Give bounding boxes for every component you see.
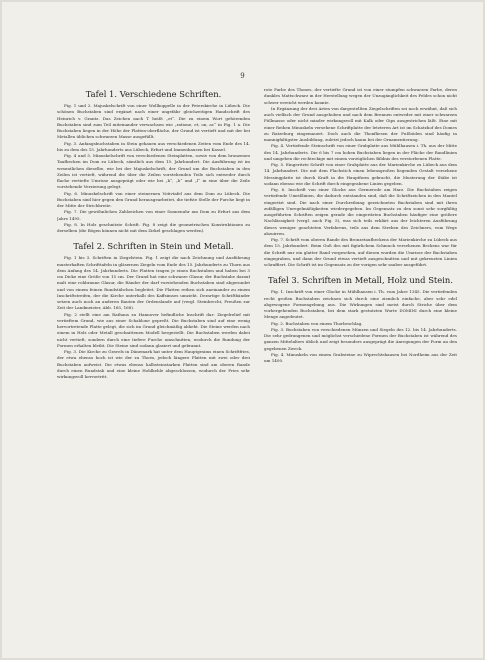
paragraph: Fig. 2. Buchstaben von einem Thorbeschlag.	[271, 320, 363, 326]
section-title-tafel-3: Tafel 3. Schriften in Metall, Holz und Stein.	[268, 275, 453, 286]
paragraph: In Ergänzung der drei Arten von dargestellten Ziegelschriften sei noch erwähnt, daß sich auch vielfach der Grund ausgehoben und nach dem Brennen entweder mit einer schwarzen Füllmasse oder nicht minder wirkungsvoll mit Kalk oder Gips ausgestrichen läßt. Eine mit einer Reihen Minuskeln versehene Schriftplatte der letzteren Art ist im Schatzhof des Domes zu Ratzeburg eingemauert. Doch auch die Thonfliesen der Fußböden sind häufig in mannigfaltigster Ausbildung, zuletzt jedoch kaum bei der Ornamentierung.	[264, 105, 457, 142]
section-title-tafel-1: Tafel 1. Verschiedene Schriften.	[85, 89, 222, 99]
paragraph: Fig. 6. Inschrift von einer Glocke aus Germerode am Harz. Die Buchstaben zeigen vertiefende Umrißlinien, die dadurch entstanden sind, daß die Schriftzeichen in den Mantel eingeritzt sind. Die nach einer Durchreibung gezeichneten Buchstaben sind mit ihren zufälligen Unregelmäßigkeiten wiedergegeben. Im Gegensatz zu den sonst sehr sorgfältig ausgeführten Schriften zeigen gerade die eingeritzten Buchstaben häufiger eine größere Nachlässigkeit (vergl. auch Fig. 5), was sich teils erklärt aus der leichteren Ausführung dieses weniger geachteten Verfahrens, teils aus dem Streben des Zeichners, vom Wege abzuirren.	[264, 187, 457, 236]
paragraph: Fig. 4 und 5. Minuskelschrift von verschiedenen Steinplatten, sowie von dem bronzenen Taufbecken im Dom zu Lübeck, sämtlich aus dem 15. Jahrhundert. Die Ausführung ist im wesentlichen dieselbe, wie bei der Majuskelschrift, der Grund um die Buchstaben in den Zeilen ist vertieft, während die über die Zeilen vorstehenden Teile sich entweder durch flache vertiefte Umrisse ausgeprägt oder wie bei „k“, „h“ und „l“ in eine über die Zeile vorstehende Verzierung gelegt.	[57, 153, 250, 190]
paragraph: Fig. 5. Eingeritzte Schrift von einer Grabplatte aus der Marienkirche zu Lübeck aus dem 14. Jahrhundert. Die mit dem Flachstich einen lebensgroßen liegenden Gestalt versehene Messingplatte ist durch Kraft in die Hauptform gebracht, die Musterung der Stäbe ist sodann ebenso wie die Schrift durch eingegrabene Linien gegeben.	[264, 162, 457, 186]
paragraph: Fig. 4. Minuskeln von einem Grabsteine zu Wiprechtshausen bei Nordheim aus der Zeit um 1400.	[264, 351, 457, 363]
paragraph: Fig. 2 stellt eine am Rathaus zu Hannover befindliche Inschrift dar: Ziegelrelief mit vertieftem Grund, wie aus einer Schablone gepreßt. Die Buchstaben sind auf eine wenig hervortretende Platte gelegt, die sich im Grund gleichmäßig abhebt. Die Steine werden nach einem in Holz oder Metall geschnittenen Modell hergestellt. Die Buchstaben werden dabei nicht vertieft, sondern durch eine tiefere Furche umschnitten, wodurch die Rundung der Formen erhalten bleibt. Die Steine sind sodann glasiert und gebrannt.	[57, 311, 250, 348]
section-title-tafel-2: Tafel 2. Schriften in Stein und Metall.	[73, 241, 234, 252]
left-column	[57, 87, 250, 632]
paragraph: Fig. 7. Die gewöhnlichen Zahlzeichen von einer Sonnenuhr am Dom zu Erfurt aus dem Jahre 1495.	[57, 209, 250, 221]
paragraph: Fig. 1 bis 3. Schriften in Ziegelstein. Fig. 1 zeigt die nach Zeichnung und Ausführung musterhaften Schrifttafeln in gläsernen Ziegeln vom Ende des 15. Jahrhunderts zu Thorn aus dem Anfang des 14. Jahrhunderts. Die Platten tragen je einen Buchstaben und haben bei 3 cm Dicke eine Größe von 15 cm. Der Grund hat eine schwarze Glasur, der Buchstabe darauf malt eine rohbraune Glasur, die Ränder der darf vorstehenden Buchstaben sind abgerundet und von einem feinen Rundstäbchen begleitet. Die Platten reihen sich aneinander zu einem Inschriftstreifen, der die Kirche unterhalb des Kaffsimses umzieht. Derartige Schriftbänder setzen auch noch an anderen Bauten der Ordenslande auf (vergl. Steinbrecht, Preußen zur Zeit der Landmeister, Abb. 165, 168).	[57, 255, 250, 311]
paragraph: Fig. 3. Anfangsbuchstaben in Stein gehauen aus verschiedenen Zeiten vom Ende des 14. bis zu dem des 15. Jahrhunderts aus Lübeck, Erfurt und Immenhausen bei Kassel.	[57, 140, 250, 152]
page-number: 9	[240, 72, 245, 80]
paragraph: Fig. 3. Die Kirche zu Gravels in Dänemark hat unter dem Hauptgesims einen Schriftfries, der etwa ebenso hoch ist wie der zu Thorn, jedoch längere Platten mit zwei oder drei Buchstaben aufweist. Die etwas ebenso halbsteinstarken Platten sind am oberen Rande durch einen Rundstab und eine kleine Hohlkehle abgeschlossen, wodurch der Fries sehr wirkungsvoll hervortritt.	[57, 349, 250, 379]
paragraph: Fig. 4. Vertiefende Steinschrift von einer Grabplatte aus Mühlhausen i. Th. aus der Mitte des 14. Jahrhunderts. Die 6 bis 7 cm hohen Buchstaben liegen in der Fläche der Randlinien und umgeben die rechteckige mit einem vorzüglichen Bildnis des verstorbenen Platte.	[264, 143, 457, 161]
right-column	[264, 87, 457, 632]
paragraph: Fig. 7. Schrift vom oberen Rande des Bronzetaufbeckens der Marienkirche zu Lübeck aus dem 15. Jahrhundert. Beim Guß des mit figürlichem Schmuck versehenen Beckens war für die Schrift nur ein glatter Rand vorgesehen, auf diesen wurden die Umrisse der Buchstaben eingegraben, und dann der Grund etwas vertieft ausgeschnitten und mit gekreuzten Linien schraffiert. Die Schrift ist im Gegensatz zu der vorigen sehr sauber ausgeführt.	[264, 237, 457, 267]
paragraph: Fig. 1. Inschrift von einer Glocke in Mühlhausen i. Th. vom Jahre 1345. Die vertiefenden recht großen Buchstaben zeichnen sich durch eine ziemlich einfache, aber sehr edel abgewogene Formengebung aus. Die Wirkungen sind meist durch Striche über dem vorhergehenden Buchstaben, bei dem stark gestutzten Worte DOMINI durch eine kleine Menge angedeutet.	[264, 289, 457, 320]
paragraph: Fig. 8. In Holz geschnitzte Schrift. Fig. 8 zeigt die geometrischen Konstruktionen zu derselben (die Bögen können nicht mit dem Zirkel geschlagen werden).	[57, 221, 250, 233]
paragraph: Fig. 1 und 2. Majuskelschrift von einer Wollkoppelle in der Peterskirche in Lübeck. Die schönen Buchstaben sind ergänzt nach einer ungefähr gleichzeitigen Handschrift des Heinrich v. Grantz. Das Zeichen nach T heißt „et“. Die zu einem Wort gehörenden Buchstaben sind zum Teil miteinander verwachsen wie „ratione, et, on, ac“ in Fig. 1 a. Die Buchstaben liegen in der Höhe der Platten-oberfläche, der Grund ist vertieft und mit der bei Metallen üblichen schwarzen Masse ausgefüllt.	[57, 103, 250, 140]
document-page	[2, 2, 483, 658]
paragraph: Fig. 3. Buchstaben von verschiedenen Münzen und Siegeln des 12. bis 14. Jahrhunderts. Die sehr gedrungenen und möglichst verschiedene Formen der Buchstaben ist während des ganzen Mittelalters üblich und zeigt besonders ausgeprägt die Anregungen der Form an den gegebenen Zweck.	[264, 326, 457, 351]
paragraph: Fig. 6. Minuskelschrift von einer steinernen Votivtafel aus dem Dom zu Lübeck. Die Buchstaben sind hier gegen den Grund herausgearbeitet, die tiefste Stelle der Furche liegt in der Mitte der Strichbreite.	[57, 190, 250, 208]
paragraph: rote Farbe des Thones, der vertiefte Grund ist von einer stumpfen schwarzen Farbe, deren dunkles Mattschwarz in der Herstellung wegen der Unzugänglichkeit des Feldes schon nicht schwer erreicht werden konnte.	[264, 87, 457, 105]
